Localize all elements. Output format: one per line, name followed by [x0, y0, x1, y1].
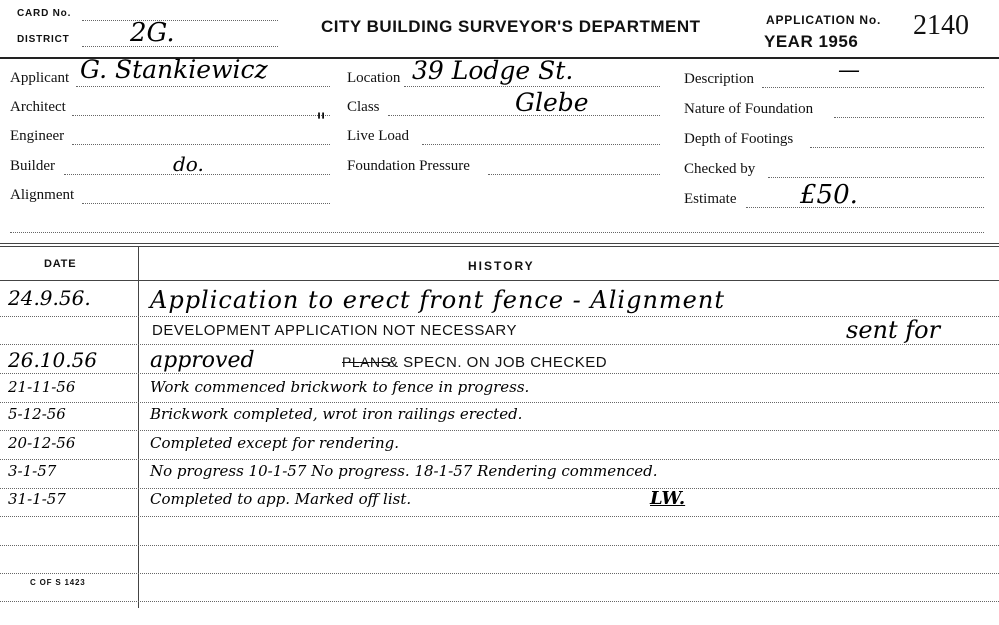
foundation-pressure-label: Foundation Pressure: [347, 158, 470, 174]
depth-of-footings-label: Depth of Footings: [684, 131, 794, 147]
description-label: Description: [684, 71, 754, 87]
architect-value: ": [316, 110, 327, 135]
date-header: DATE: [44, 258, 77, 270]
approval-stamp: & SPECN. ON JOB CHECKED: [388, 354, 608, 371]
card-no-line: [82, 20, 278, 21]
nature-of-foundation-line: [834, 117, 984, 118]
checked-by-label: Checked by: [684, 161, 756, 177]
history-header: HISTORY: [468, 259, 535, 273]
live-load-label: Live Load: [347, 128, 410, 144]
applicant-label: Applicant: [10, 70, 70, 86]
application-no-label: APPLICATION No.: [766, 13, 882, 27]
district-value: 2G.: [130, 18, 175, 48]
estimate-label: Estimate: [684, 191, 737, 207]
checked-by-line: [768, 177, 984, 178]
engineer-line: [72, 144, 330, 145]
ruled-line: [0, 373, 999, 374]
history-date: 5-12-56: [8, 405, 66, 423]
ruled-line: [0, 488, 999, 489]
history-date: 3-1-57: [8, 462, 57, 480]
ruled-line: [0, 459, 999, 460]
history-date: 31-1-57: [8, 490, 66, 508]
district-line: [82, 46, 278, 47]
history-text: No progress 10-1-57 No progress. 18-1-57 Rendering commenced.: [150, 462, 658, 480]
history-date: 20-12-56: [8, 434, 76, 452]
table-top-border-2: [0, 246, 999, 247]
class-label: Class: [347, 99, 380, 115]
description-value: —: [838, 58, 860, 83]
location-label: Location: [347, 70, 401, 86]
live-load-line: [422, 144, 660, 145]
application-no-value: 2140: [913, 10, 969, 41]
history-text: Brickwork completed, wrot iron railings erected.: [150, 405, 523, 423]
estimate-line: [746, 207, 984, 208]
history-text: Work commenced brickwork to fence in progress.: [150, 378, 530, 396]
history-text: DEVELOPMENT APPLICATION NOT NECESSARY: [152, 322, 517, 339]
location-value: 39 Lodge St.: [412, 56, 574, 85]
ruled-line: [0, 402, 999, 403]
initials: LW.: [650, 488, 686, 509]
builder-value: do.: [173, 152, 204, 176]
history-text: Application to erect front fence - Alignment: [150, 286, 725, 314]
foundation-pressure-line: [488, 174, 660, 175]
alignment-line: [82, 203, 330, 204]
ruled-line: [0, 545, 999, 546]
history-text: approved: [150, 348, 255, 373]
card-no-label: CARD No.: [17, 8, 72, 19]
history-date: 26.10.56: [8, 348, 98, 372]
ruled-line: [0, 573, 999, 574]
header-row-border: [0, 280, 999, 281]
builder-label: Builder: [10, 158, 55, 174]
description-line: [762, 87, 984, 88]
ruled-line: [0, 601, 999, 602]
ruled-line: [0, 430, 999, 431]
year-label: YEAR 1956: [764, 32, 859, 51]
form-number: C OF S 1423: [30, 578, 86, 587]
blank-line: [10, 232, 984, 233]
engineer-label: Engineer: [10, 128, 65, 144]
history-text: Completed to app. Marked off list.: [150, 490, 412, 508]
struck-stamp-text: PLANS: [342, 354, 391, 370]
history-text-continued: sent for: [846, 316, 941, 344]
alignment-label: Alignment: [10, 187, 75, 203]
location-line: [404, 86, 660, 87]
class-value: Glebe: [515, 88, 589, 117]
table-top-border: [0, 243, 999, 244]
depth-of-footings-line: [810, 147, 984, 148]
date-column-divider: [138, 246, 139, 608]
ruled-line: [0, 344, 999, 345]
estimate-value: £50.: [800, 180, 858, 210]
history-date: 24.9.56.: [8, 286, 91, 310]
architect-label: Architect: [10, 99, 66, 115]
applicant-line: [76, 86, 330, 87]
nature-of-foundation-label: Nature of Foundation: [684, 101, 814, 117]
architect-line: [72, 115, 330, 116]
history-date: 21-11-56: [8, 378, 76, 396]
ruled-line: [0, 516, 999, 517]
district-label: DISTRICT: [17, 34, 70, 45]
history-text: Completed except for rendering.: [150, 434, 400, 452]
applicant-value: G. Stankiewicz: [80, 55, 268, 84]
department-title: CITY BUILDING SURVEYOR'S DEPARTMENT: [321, 17, 701, 36]
